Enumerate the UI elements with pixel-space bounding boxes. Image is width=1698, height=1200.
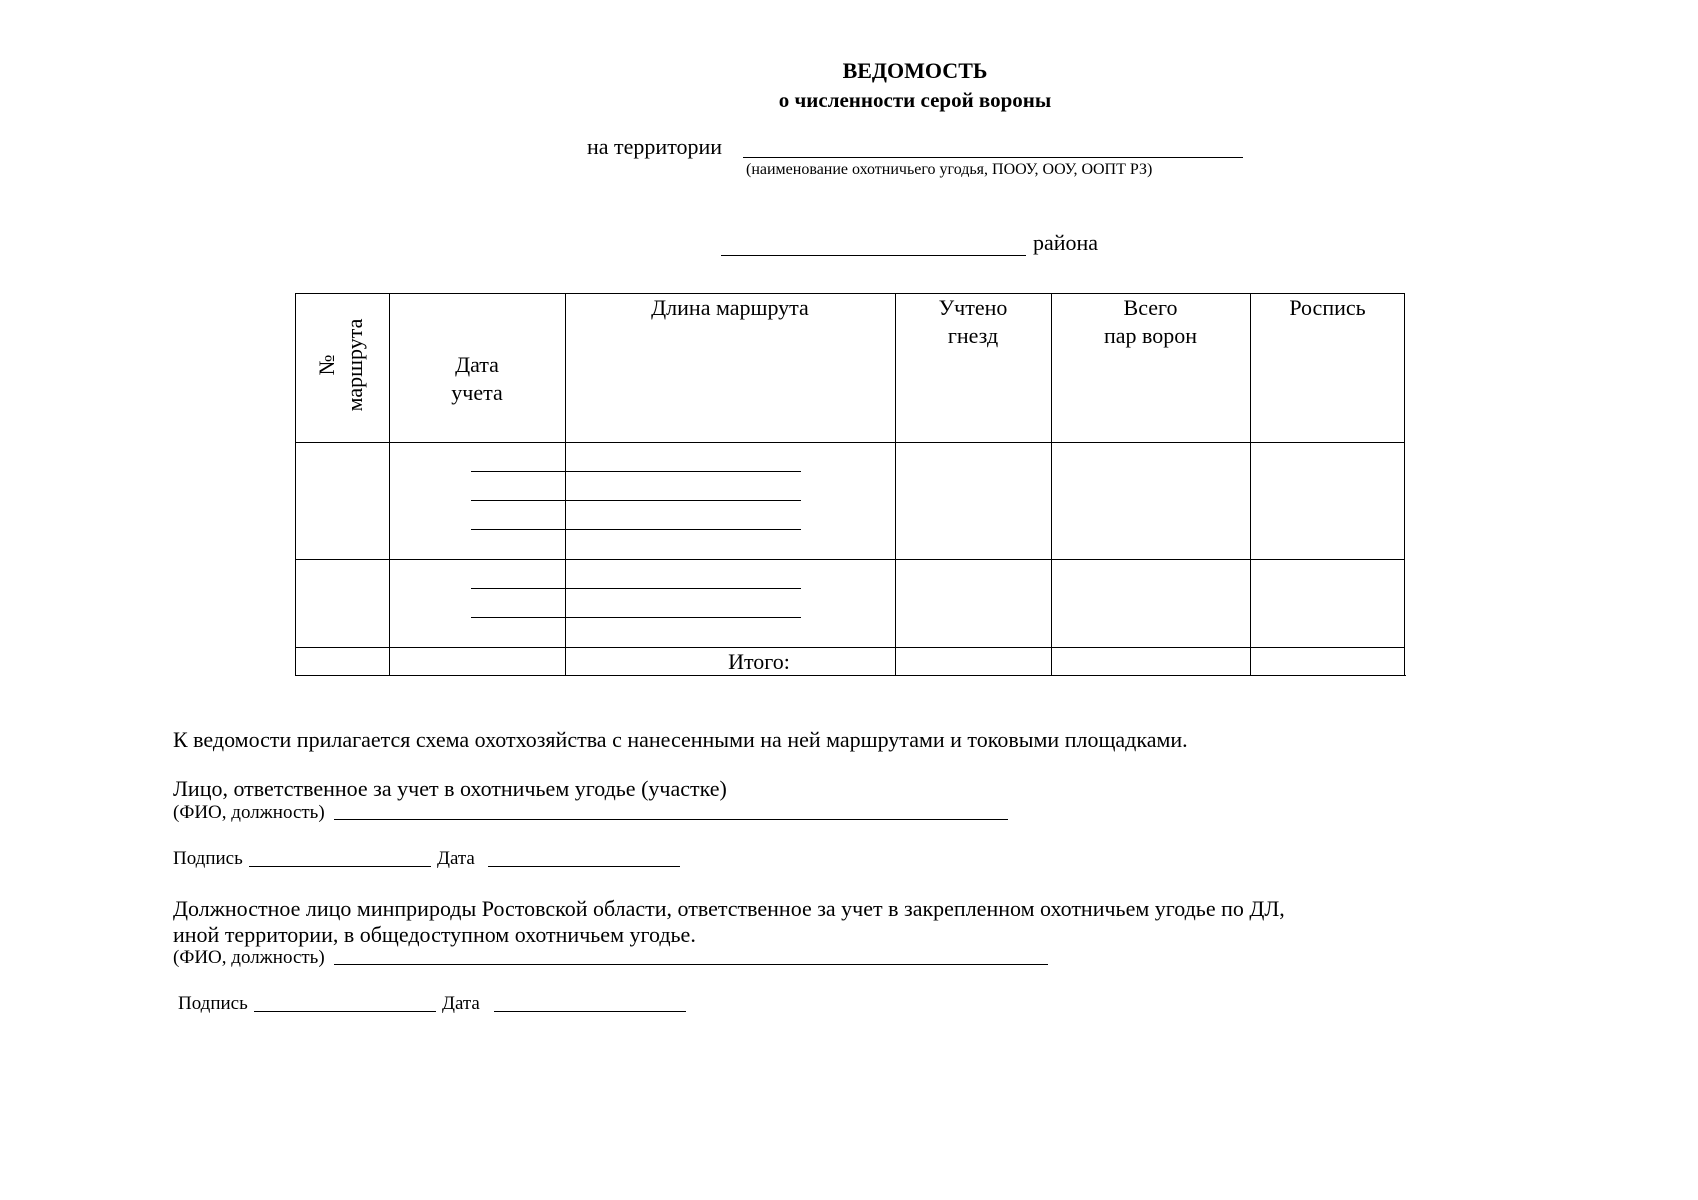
length-subline <box>471 529 801 530</box>
territory-label: на территории <box>587 134 723 159</box>
district-field[interactable] <box>721 255 1026 256</box>
signature-field[interactable] <box>254 1011 436 1012</box>
document-title: ВЕДОМОСТЬ <box>842 58 988 83</box>
signature-label: Подпись <box>173 848 243 869</box>
attachment-note: К ведомости прилагается схема охотхозяйства с нанесенными на ней маршрутами и токовыми площадками. <box>173 727 1188 752</box>
length-subline <box>471 471 801 472</box>
col-divider <box>1250 293 1251 676</box>
length-subline <box>471 617 801 618</box>
header-route-no-line2: маршрута <box>342 318 367 412</box>
date-field[interactable] <box>488 866 680 867</box>
header-pairs: Всего пар ворон <box>1103 295 1198 348</box>
row-divider <box>295 559 1405 560</box>
header-nests: Учтено гнезд <box>938 295 1008 348</box>
official-label-line2: иной территории, в общедоступном охотничьем угодье. <box>173 922 696 947</box>
fio-field[interactable] <box>334 964 1048 965</box>
date-field[interactable] <box>494 1011 686 1012</box>
header-route-no-line1: № <box>314 354 339 376</box>
fio-label: (ФИО, должность) <box>173 947 325 968</box>
district-label: района <box>1033 230 1099 255</box>
header-length: Длина маршрута <box>651 295 809 320</box>
col-divider <box>1051 293 1052 676</box>
col-divider <box>895 293 896 676</box>
responsible-person-label: Лицо, ответственное за учет в охотничьем угодье (участке) <box>173 776 727 801</box>
fio-label: (ФИО, должность) <box>173 802 325 823</box>
date-label: Дата <box>437 848 475 869</box>
length-subline <box>471 500 801 501</box>
header-date: Дата учета <box>451 352 503 405</box>
territory-hint: (наименование охотничьего угодья, ПООУ, ООУ, ООПТ РЗ) <box>746 161 1153 178</box>
census-table <box>295 293 1405 676</box>
date-label: Дата <box>442 993 480 1014</box>
table-border-left <box>295 293 296 676</box>
territory-field[interactable] <box>743 157 1243 158</box>
header-signature: Роспись <box>1289 295 1366 320</box>
col-divider <box>565 293 566 676</box>
document-subtitle: о численности серой вороны <box>778 88 1052 112</box>
table-border-right <box>1404 293 1405 676</box>
official-label-line1: Должностное лицо минприроды Ростовской области, ответственное за учет в закрепленном охотничьем угодье по ДЛ, <box>173 896 1285 921</box>
total-label: Итого: <box>728 649 790 674</box>
header-divider <box>295 442 1405 443</box>
fio-field[interactable] <box>334 819 1008 820</box>
signature-label: Подпись <box>178 993 248 1014</box>
length-subline <box>471 588 801 589</box>
signature-field[interactable] <box>249 866 431 867</box>
